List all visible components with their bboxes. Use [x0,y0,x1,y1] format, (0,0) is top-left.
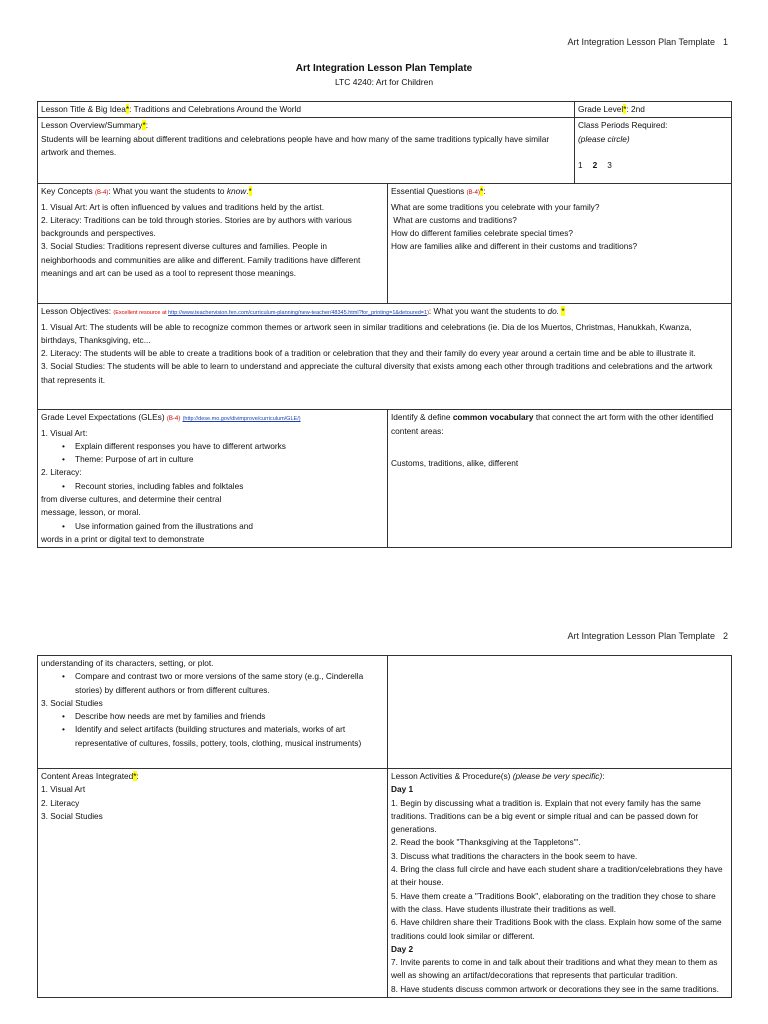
content-area-item: 1. Visual Art [41,784,86,795]
content-areas-label: Content Areas Integrated [41,771,134,781]
key-concept-item: 3. Social Studies: Traditions represent diverse cultures and families. People in neighborhoods and communities are alike and different. Family traditions have different meanings and art can be used as a tool to represent those meanings. [41,241,361,279]
vocabulary-intro: Identify & define [391,412,453,423]
gle-line: message, lesson, or moral. [41,507,141,518]
gle-line: 2. Literacy: [41,467,82,478]
lesson-title-value: : Traditions and Celebrations Around the World [129,104,301,114]
overview-cell [38,118,575,184]
overview-text: Students will be learning about different traditions and celebrations people have and how many of the same traditions typically have similar artwork and themes. [41,133,550,157]
activity-step: 1. Begin by discussing what a tradition is. Explain that not every family has the same traditions. Traditions can be a big event or simple ritual and can be passed down for generations. [391,797,701,835]
content-area-item: 2. Literacy [41,797,80,808]
running-header [568,631,728,641]
content-areas-cell [38,769,388,998]
reference-code: (B-4) [166,416,181,423]
day-heading: Day 1 [391,784,414,795]
bullet-list [41,710,384,750]
activity-step: 5. Have them create a "Traditions Book", elaborating on the tradition they chose to share with the class. Have students illustrate their traditions as well. [391,890,716,914]
key-concepts-prompt: : What you want the students to [108,186,227,197]
content-activities-row [38,769,732,998]
activity-step: 7. Invite parents to come in and talk about their traditions and what they mean to them as well as showing an artifact/decorations that represents that particular tradition. [391,957,718,981]
vocabulary-words: Customs, traditions, alike, different [391,457,519,468]
gle-label: Grade Level Expectations (GLEs) [41,412,167,423]
periods-label: Class Periods Required: [578,120,668,131]
objective-item: 1. Visual Art: The students will be able to recognize common themes or artwork seen in similar traditions and celebrations (ie. Dia de los Muertos, Christmas, Hanukkah, Kwanza, birthdays, Thanksgiving, etc... [41,321,692,345]
vocabulary-emphasis: common vocabulary [452,412,534,423]
activities-cell [388,769,732,998]
bullet-list [41,670,384,697]
resource-note: (Excellent resource at [113,310,169,317]
gle-list [41,657,384,750]
activities-list [391,783,728,996]
gle-list [41,427,384,547]
gle-bullet-item: • Recount stories, including fables and folktales [75,480,384,493]
question-item: How do different families celebrate special times? [391,228,574,239]
required-star: * [561,306,565,317]
essential-questions-label: Essential Questions [391,186,467,197]
gle-continued-cell [38,656,388,769]
colon: : [136,771,139,781]
reference-code: (B-4) [466,190,480,197]
grade-level-cell [575,102,732,118]
gle-bullet-item: • Identify and select artifacts (building structures and materials, works of art representative of cultures, fossils, pottery, tools, clothing, musical instruments) [75,723,384,750]
required-star: * [142,120,146,131]
objectives-prompt: : What you want the students to [428,306,548,317]
empty-cell [388,656,732,769]
lesson-title-cell [38,102,575,118]
gle-line: understanding of its characters, setting, or plot. [41,658,214,668]
activity-step: 2. Read the book "Thanksgiving at the Tappletons'". [391,837,581,848]
resource-link[interactable]: http://www.teachervision.fen.com/curriculum-planning/new-teacher/48345.html?for_printing=1&detoured=1 [168,310,428,317]
gle-line: 3. Social Studies [41,697,103,708]
key-concept-item: 2. Literacy: Traditions can be told through stories. Stories are by authors with various backgrounds and perspectives. [41,214,352,239]
required-star: * [479,186,484,197]
colon: : [483,186,486,197]
gle-line: from diverse cultures, and determine their central [41,494,222,505]
gle-cell [38,410,388,548]
grade-value: : 2nd [626,104,645,114]
period-option-3[interactable]: 3 [607,159,612,170]
vocabulary-instruction: that connect the art form with the other identified content areas: [391,412,714,436]
page-number: 2 [722,631,728,641]
punctuation: . [246,186,249,197]
header-title: Art Integration Lesson Plan Template [567,631,715,641]
activity-step: 4. Bring the class full circle and have each student share a tradition/celebrations they have at their house. [391,864,723,888]
essential-questions-cell [388,184,732,304]
document-subtitle: LTC 4240: Art for Children [334,77,434,87]
gle-line: 1. Visual Art: [41,427,88,438]
gle-bullet-item: • Compare and contrast two or more versions of the same story (e.g., Cinderella stories) by different authors or from different cultures. [75,670,384,697]
bullet-list [41,520,384,533]
reference-code: (B-4) [94,190,109,197]
objective-item: 3. Social Studies: The students will be able to learn to understand and appreciate the cultural diversity that exists among each other through traditions and celebrations and the artwork that represents it. [41,361,713,385]
gle-bullet-item: • Explain different responses you have to different artworks [75,440,384,453]
document-page-2 [0,600,768,1024]
gle-bullet-item: • Describe how needs are met by families and friends [75,710,384,723]
activity-step: 6. Have children share their Traditions Book with the class. Explain how some of the same traditions could look similar or different. [391,917,722,941]
title-row [38,102,732,118]
document-title: Art Integration Lesson Plan Template [295,63,473,74]
lesson-plan-table-1 [37,101,732,548]
period-option-1[interactable]: 1 [578,159,583,170]
vocabulary-cell [388,410,732,548]
page-number: 1 [722,37,728,47]
running-header [568,37,728,47]
overview-row [38,118,732,184]
objectives-label: Lesson Objectives: [41,306,114,317]
period-option-2[interactable]: 2 [592,159,598,170]
period-options [578,159,728,172]
required-star: * [248,186,252,197]
gle-continued-row [38,656,732,769]
activities-note: (please be very specific) [512,771,603,781]
class-periods-cell [575,118,732,184]
objectives-row [38,304,732,410]
concepts-row [38,184,732,304]
grade-label: Grade Level [578,104,624,114]
periods-note: (please circle) [578,133,630,144]
question-item: How are families alike and different in their customs and traditions? [391,241,638,252]
objectives-prompt-emphasis: do. [547,306,559,317]
key-concepts-prompt-emphasis: know [226,186,247,197]
objectives-cell [38,304,732,410]
gle-bullet-item: • Use information gained from the illustrations and [75,520,384,533]
activities-label: Lesson Activities & Procedure(s) [391,771,513,781]
colon: : [145,120,148,131]
required-star: * [125,104,130,114]
bullet-list [41,440,384,467]
gle-bullet-item: • Theme: Purpose of art in culture [75,453,384,466]
gle-row [38,410,732,548]
required-star: * [133,771,137,781]
bullet-list [41,480,384,493]
resource-note-end: ) [427,310,429,317]
required-star: * [623,104,627,114]
lesson-title-label: Lesson Title & Big Idea [41,104,126,114]
gle-link[interactable]: (http://dese.mo.gov/divimprove/curriculum/GLE/) [182,416,301,423]
objective-item: 2. Literacy: The students will be able to create a traditions book of a tradition or celebration that they and their family do every year around a certain time and be able to illustrate it. [41,348,696,359]
activity-step: 8. Have students discuss common artwork or decorations they see in the same traditions. [391,983,719,994]
header-title: Art Integration Lesson Plan Template [567,37,715,47]
activity-step: 3. Discuss what traditions the characters in the book seem to have. [391,850,638,861]
key-concept-item: 1. Visual Art: Art is often influenced by values and traditions held by the artist. [41,201,325,212]
key-concepts-cell [38,184,388,304]
gle-line: words in a print or digital text to demonstrate [41,533,205,544]
lesson-plan-table-2 [37,655,732,998]
overview-label: Lesson Overview/Summary [41,120,143,131]
day-heading: Day 2 [391,943,414,954]
question-item: What are some traditions you celebrate with your family? [391,201,600,212]
content-area-item: 3. Social Studies [41,810,103,821]
key-concepts-label: Key Concepts [41,186,95,197]
colon: : [602,771,605,781]
question-item: What are customs and traditions? [391,214,517,225]
